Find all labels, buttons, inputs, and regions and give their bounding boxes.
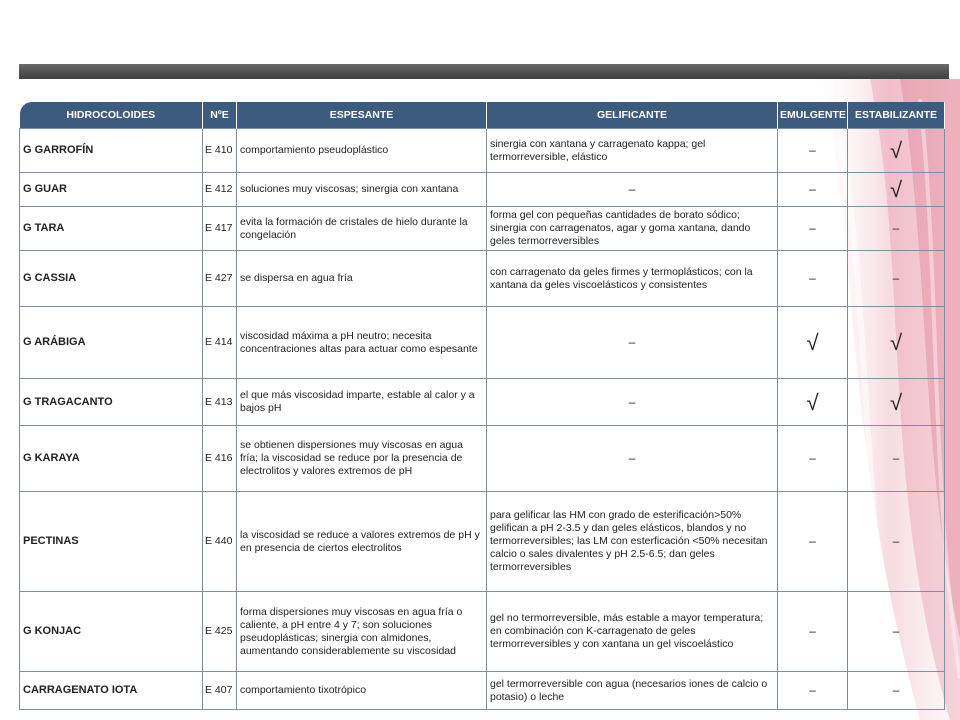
table-row	[20, 379, 945, 426]
row-e-number: E 427	[203, 251, 237, 307]
row-e-number: E 417	[203, 207, 237, 251]
header-gelificante: GELIFICANTE	[487, 102, 778, 129]
header-estabilizante: ESTABILIZANTE	[848, 102, 945, 129]
row-espesante: viscosidad máxima a pH neutro; necesita concentraciones altas para actuar como espesante	[237, 307, 487, 379]
top-bar	[19, 64, 949, 79]
row-espesante: el que más viscosidad imparte, estable al calor y a bajos pH	[237, 379, 487, 426]
row-espesante: comportamiento tixotrópico	[237, 672, 487, 710]
row-estabilizante: √	[848, 173, 945, 207]
row-emulgente: –	[778, 672, 848, 710]
header-emulgente: EMULGENTE	[778, 102, 848, 129]
row-e-number: E 410	[203, 129, 237, 173]
row-gelificante: gel termorreversible con agua (necesarios iones de calcio o potasio) o leche	[487, 672, 778, 710]
table-row	[20, 592, 945, 672]
header-ne: NºE	[203, 102, 237, 129]
row-espesante: evita la formación de cristales de hielo durante la congelación	[237, 207, 487, 251]
row-gelificante: forma gel con pequeñas cantidades de borato sódico; sinergia con carragenatos, agar y goma xantana, dando geles termorreversibles	[487, 207, 778, 251]
table-row	[20, 672, 945, 710]
row-gelificante: –	[487, 379, 778, 426]
row-emulgente: –	[778, 129, 848, 173]
hydrocolloids-table	[19, 102, 945, 710]
row-emulgente: –	[778, 251, 848, 307]
row-estabilizante: –	[848, 492, 945, 592]
row-e-number: E 407	[203, 672, 237, 710]
row-emulgente: –	[778, 173, 848, 207]
row-name: PECTINAS	[20, 492, 203, 592]
row-name: G KARAYA	[20, 426, 203, 492]
row-gelificante: para gelificar las HM con grado de esterificación>50% gelifican a pH 2-3.5 y dan geles elásticos, blandos y no termorreversibles; las LM con esterficación <50% necesitan calcio o sales divalentes y pH 2.5-6.5; dan geles termorreversibles	[487, 492, 778, 592]
row-name: G GUAR	[20, 173, 203, 207]
row-emulgente: √	[778, 307, 848, 379]
row-espesante: soluciones muy viscosas; sinergia con xantana	[237, 173, 487, 207]
row-espesante: comportamiento pseudoplástico	[237, 129, 487, 173]
row-name: G CASSIA	[20, 251, 203, 307]
row-espesante: se obtienen dispersiones muy viscosas en agua fría; la viscosidad se reduce por la presencia de electrolitos y valores extremos de pH	[237, 426, 487, 492]
row-emulgente: –	[778, 592, 848, 672]
row-estabilizante: √	[848, 307, 945, 379]
row-gelificante: –	[487, 307, 778, 379]
row-gelificante: gel no termorreversible, más estable a mayor temperatura; en combinación con K-carragenato de geles termorreversibles y con xantana un gel viscoelástico	[487, 592, 778, 672]
row-name: G KONJAC	[20, 592, 203, 672]
row-estabilizante: –	[848, 426, 945, 492]
row-gelificante: sinergia con xantana y carragenato kappa; gel termorreversible, elástico	[487, 129, 778, 173]
table-row	[20, 307, 945, 379]
row-espesante: forma dispersiones muy viscosas en agua fría o caliente, a pH entre 4 y 7; son soluciones pseudoplásticas; sinergia con almidones, aumentando considerablemente su viscosidad	[237, 592, 487, 672]
row-name: CARRAGENATO IOTA	[20, 672, 203, 710]
row-name: G GARROFÍN	[20, 129, 203, 173]
row-espesante: se dispersa en agua fría	[237, 251, 487, 307]
row-name: G TRAGACANTO	[20, 379, 203, 426]
row-estabilizante: –	[848, 251, 945, 307]
row-e-number: E 413	[203, 379, 237, 426]
table-row	[20, 492, 945, 592]
row-emulgente: –	[778, 492, 848, 592]
row-gelificante: –	[487, 173, 778, 207]
row-name: G TARA	[20, 207, 203, 251]
row-e-number: E 412	[203, 173, 237, 207]
row-estabilizante: √	[848, 379, 945, 426]
row-gelificante: –	[487, 426, 778, 492]
row-gelificante: con carragenato da geles firmes y termoplásticos; con la xantana da geles viscoelásticos y consistentes	[487, 251, 778, 307]
row-estabilizante: √	[848, 129, 945, 173]
header-espesante: ESPESANTE	[237, 102, 487, 129]
table-row	[20, 207, 945, 251]
row-estabilizante: –	[848, 207, 945, 251]
table-row	[20, 129, 945, 173]
row-estabilizante: –	[848, 672, 945, 710]
table-row	[20, 251, 945, 307]
table-row	[20, 426, 945, 492]
row-estabilizante: –	[848, 592, 945, 672]
row-e-number: E 425	[203, 592, 237, 672]
row-emulgente: √	[778, 379, 848, 426]
row-emulgente: –	[778, 426, 848, 492]
row-espesante: la viscosidad se reduce a valores extremos de pH y en presencia de ciertos electrolitos	[237, 492, 487, 592]
row-emulgente: –	[778, 207, 848, 251]
table-header-row	[20, 102, 945, 129]
header-hidrocoloides: HIDROCOLOIDES	[20, 102, 203, 129]
row-e-number: E 414	[203, 307, 237, 379]
table-row	[20, 173, 945, 207]
row-name: G ARÁBIGA	[20, 307, 203, 379]
row-e-number: E 416	[203, 426, 237, 492]
row-e-number: E 440	[203, 492, 237, 592]
